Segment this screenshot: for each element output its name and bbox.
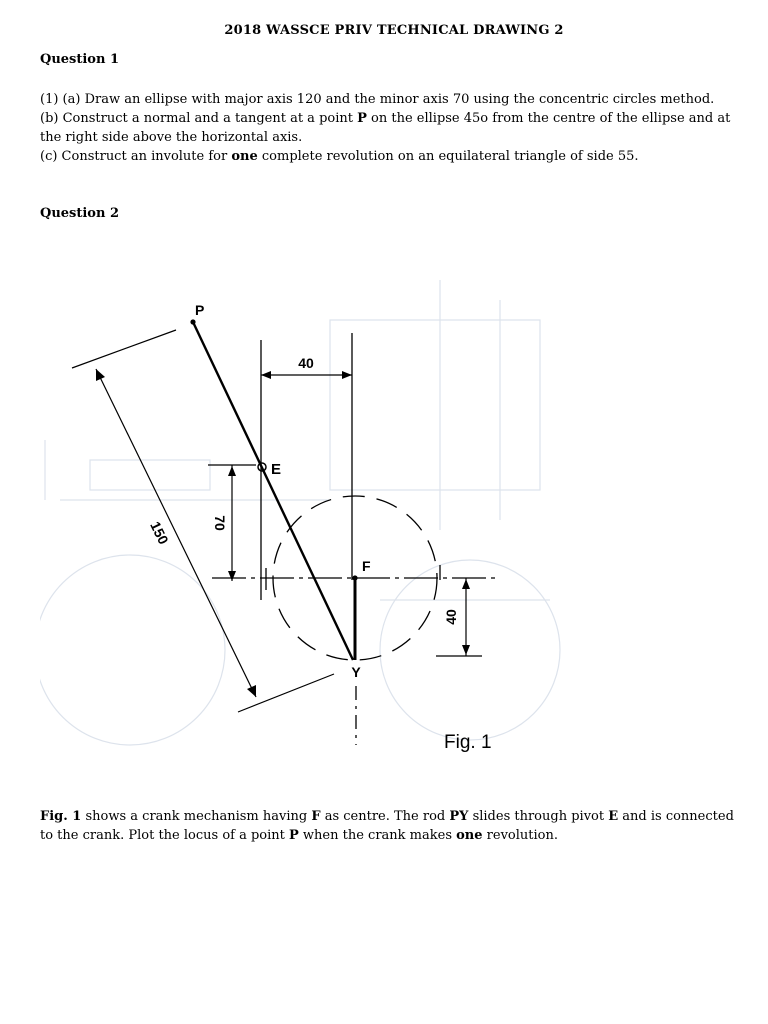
arrow-40-right [342, 371, 352, 379]
q2-text-2: as centre. The rod [320, 809, 450, 824]
q2-text-3: slides through pivot [468, 809, 609, 824]
arrow-40-left [261, 371, 271, 379]
point-p-reference: P [289, 828, 299, 843]
part-c-text-1: (c) Construct an involute for [40, 149, 232, 164]
question-2-body [40, 807, 750, 845]
q2-text-5: when the crank makes [298, 828, 457, 843]
arrow-40-right-top [462, 579, 470, 589]
label-y: Y [351, 664, 361, 680]
dimension-70-label: 70 [212, 515, 228, 531]
part-b-text-2: on the ellipse 45o from the centre of the ellipse and at the right side above the horizontal axis. [40, 111, 731, 145]
rod-py-reference: PY [449, 809, 469, 824]
centre-f-reference: F [311, 809, 321, 824]
q2-text-4: and is connected to the crank. Plot the locus of a point [40, 809, 734, 843]
crank-mechanism-figure [40, 270, 600, 770]
label-f: F [362, 558, 371, 574]
dimension-40-right-label: 40 [443, 609, 459, 625]
label-p: P [195, 302, 205, 318]
q2-text-6: revolution. [482, 828, 559, 843]
document-title: 2018 WASSCE PRIV TECHNICAL DRAWING 2 [224, 23, 564, 38]
faded-background-lines [40, 280, 560, 745]
question-1-part-b [40, 109, 750, 147]
question-1-part-a: (1) (a) Draw an ellipse with major axis 120 and the minor axis 70 using the concentric circles method. [40, 92, 715, 107]
dimension-40-top-label: 40 [298, 355, 314, 371]
label-e: E [271, 461, 282, 478]
centre-f-marker [352, 575, 357, 580]
arrow-40-right-bottom [462, 645, 470, 655]
arrow-70-bottom [228, 571, 236, 581]
arrow-70-top [228, 466, 236, 476]
crank-mechanism-drawing [40, 270, 600, 770]
question-1-heading: Question 1 [40, 52, 120, 67]
part-c-text-2: complete revolution on an equilateral triangle of side 55. [257, 149, 639, 164]
part-c-one: one [231, 149, 258, 164]
dimension-150-label: 150 [147, 518, 172, 547]
rod-py [193, 322, 353, 660]
part-b-point-p: P [357, 111, 367, 126]
dimension-150 [72, 330, 334, 712]
point-p-marker [190, 319, 195, 324]
question-2-heading: Question 2 [40, 206, 120, 221]
question-1-body [40, 90, 750, 166]
figure-caption: Fig. 1 [444, 732, 492, 753]
pivot-e-reference: E [608, 809, 619, 824]
fig-reference: Fig. 1 [40, 809, 82, 824]
q2-text-1: shows a crank mechanism having [81, 809, 312, 824]
question-2-paragraph [40, 807, 750, 845]
part-b-text-1: (b) Construct a normal and a tangent at a point [40, 111, 358, 126]
one-revolution-reference: one [456, 828, 483, 843]
question-1-part-c [40, 147, 750, 166]
